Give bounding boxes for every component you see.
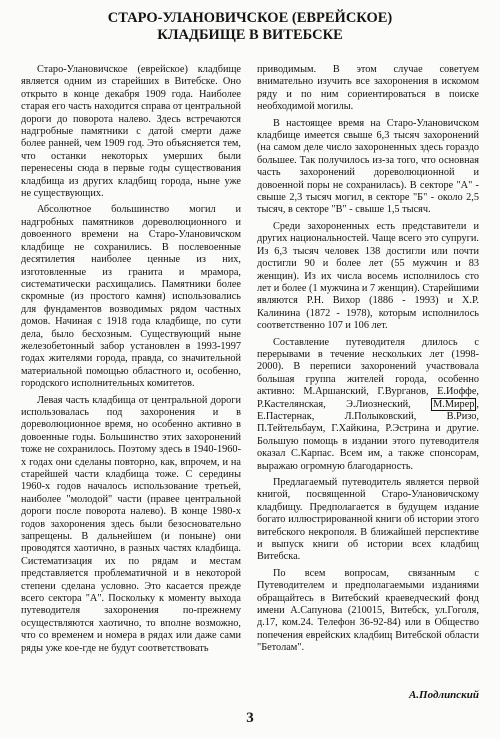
page-number: 3	[246, 710, 254, 726]
right-column	[257, 64, 479, 659]
title-line-1: СТАРО-УЛАНОВИЧСКОЕ (ЕВРЕЙСКОЕ)	[107, 10, 393, 26]
paragraph: По всем вопросам, связанным с Путеводителем и предполагаемыми изданиями обращайтесь в Витебский краеведческий фонд имени А.Сапунова (210015, Витебск, ул.Гоголя, д.17, ком.24. Телефон 36-92-84) или в Общество попечения еврейских кладбищ Витебской области "Бетолам".	[257, 567, 479, 654]
paragraph-text: Составление путеводителя длилось с перерывами в течение нескольких лет (1998-2000). В переписи захоронений участвовала большая группа жителей города, особенно активно: М.Аршанский, Г.Вурганов, Е.Иоффе, Р.Кастелянская, Э.Лиознеский,	[257, 336, 479, 410]
paragraph: Среди захороненных есть представители и других национальностей. Чаще всего это супруги. Из 6,3 тысяч человек 138 достигли или почти достигли 90 и более лет (55 мужчин и 83 женщин). Из их числа восемь исполнилось сто лет и более (1 мужчина и 7 женщин). Старейшими являются Р.Н. Вихор (1886 - 1993) и Х.Р. Калинина (1872 - 1978), которым исполнилось соответственно 107 и 106 лет.	[257, 220, 479, 332]
author-signature: А.Подлипский	[408, 689, 479, 701]
paragraph: Абсолютное большинство могил и надгробных памятников дореволюционного и довоенного времени на Старо-Улановичском кладбище не сохранились. В послевоенные десятилетия наиболее ценные из них, изготовленные из гранита и мрамора, систематически расхищались. Памятники более скромные (из простого камня) использовались для фундаментов возводимых рядом частных домов. Начиная с 1918 года кладбище, по сути дела, было бесхозным. Существующий ныне железобетонный забор установлен в 1993-1997 годах жителями города, правда, со значительной материальной помощью областного и, особенно, городского исполнительных комитетов.	[21, 204, 241, 390]
paragraph: Старо-Улановичское (еврейское) кладбище является одним из старейших в Витебске. Оно открыто в конце декабря 1909 года. Наиболее старая его часть находится справа от центральной дороги до поворота налево. Здесь встречаются надгробные памятники с датой смерти даже более ранней, чем 1909 год. Это объясняется тем, что останки некоторых умерших были перенесены сюда в первые годы существования кладбища из других кладбищ города, ныне уже не существующих.	[21, 64, 241, 200]
paragraph: приводимым. В этом случае советуем внимательно изучить все захоронения в искомом ряду и по ним сориентироваться в поиске необходимой могилы.	[257, 64, 479, 113]
paragraph: Левая часть кладбища от центральной дороги использовалась под захоронения и в дореволюционное время, но особенно активно в довоенные годы. Большинство этих захоронений тоже не сохранилось. Поэтому здесь в 1940-1960-х годах они сделаны повторно, как, впрочем, и на старейшей части кладбища тоже. С середины 1960-х годов началось использование третьей, наиболее "молодой" части (правее центральной дороги после поворота налево). В конце 1980-х годов захоронения здесь были безосновательно запрещены. В дальнейшем (и поныне) они проводятся хаотично, в разных частях кладбища. Систематизация их по рядам и местам представляется проблематичной и в некоторой степени сделана условно. Это касается прежде всего сектора "А". Поскольку к моменту выхода путеводителя захоронения по-прежнему осуществляются хаотично, то вполне возможно, что со временем и номера в рядах или даже сами ряды уже кое-где не будут соответствовать	[21, 394, 241, 654]
paragraph	[257, 337, 479, 473]
paragraph-text: , Е.Пастернак, Л.Полыковский, В.Ризо, П.Тейтельбаум, Г.Хайкина, Р.Эстрина и другие. Большую помощь в издании этого путеводителя оказал С.Карпас. Всем им, а также спонсорам, выражаю огромную благодарность.	[257, 398, 479, 472]
paragraph: Предлагаемый путеводитель является первой книгой, посвященной Старо-Улановичскому кладбищу. Предполагается в будущем издание богато иллюстрированной книги об истории этого витебского некрополя. В ближайшей перспективе и выпуск книги об истории всех кладбищ Витебска.	[257, 477, 479, 563]
title-line-2: КЛАДБИЩЕ В ВИТЕБСКЕ	[157, 27, 343, 43]
left-column	[21, 64, 241, 659]
page-title	[0, 10, 500, 44]
highlighted-name: М.Мирер	[433, 398, 475, 410]
paragraph: В настоящее время на Старо-Улановичском кладбище имеется свыше 6,3 тысяч захоронений (на самом деле число захороненных здесь гораздо большее. Так получилось из-за того, что основная часть захоронений дореволюционной и довоенной поры не сохранилась). В секторе "А" - свыше 2,3 тысяч могил, в секторе "Б" - около 2,5 тысяч, в секторе "В" - свыше 1,5 тысяч.	[257, 117, 479, 216]
